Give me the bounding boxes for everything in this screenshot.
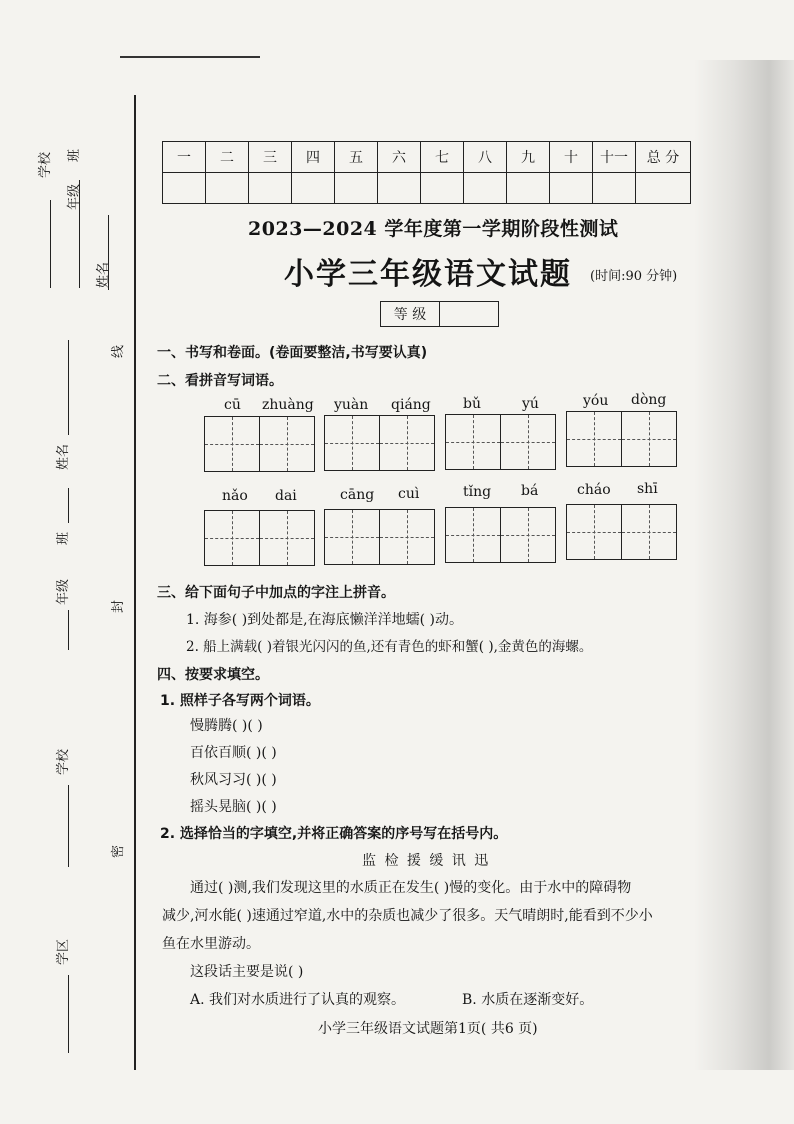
q3-heading: 三、给下面句子中加点的字注上拼音。	[157, 585, 395, 601]
margin-school-label-2: 学校	[56, 748, 71, 775]
pinyin-label: bǔ	[463, 396, 481, 412]
pinyin-label: cū	[224, 397, 241, 413]
exam-time: (时间:90 分钟)	[590, 269, 678, 284]
char-grid	[204, 416, 315, 472]
grade-label: 等 级	[381, 302, 440, 327]
top-rule	[120, 56, 260, 58]
q4-heading: 四、按要求填空。	[157, 667, 269, 683]
score-header: 十	[550, 142, 593, 173]
pinyin-label: cuì	[398, 486, 420, 502]
class-line-2	[68, 488, 69, 523]
score-header: 七	[421, 142, 464, 173]
margin-name-label-2: 姓名	[56, 443, 71, 470]
q2-heading: 二、看拼音写词语。	[157, 373, 283, 389]
option-a: A. 我们对水质进行了认真的观察。	[190, 992, 406, 1008]
writing-cell[interactable]	[204, 510, 260, 566]
school-line-2	[68, 785, 69, 867]
pinyin-label: cāng	[340, 487, 375, 503]
binding-line	[134, 95, 136, 1070]
q3-line2: 2. 船上满载( )着银光闪闪的鱼,还有青色的虾和蟹( ),金黄色的海螺。	[186, 639, 593, 655]
seal-line-char: 线	[111, 344, 127, 359]
score-header: 六	[378, 142, 421, 173]
pinyin-label: dòng	[631, 392, 667, 408]
margin-class-label-2: 班	[56, 531, 71, 545]
q3-line1: 1. 海参( )到处都是,在海底懒洋洋地蠕( )动。	[186, 612, 464, 628]
score-header: 四	[292, 142, 335, 173]
word-pattern-item: 百依百顺( )( )	[190, 745, 277, 761]
scan-shadow	[694, 60, 794, 1070]
page-footer: 小学三年级语文试题第1页( 共6 页)	[318, 1021, 538, 1037]
score-header-row	[163, 142, 691, 173]
score-header-total: 总 分	[636, 142, 691, 173]
grade-line-2	[68, 610, 69, 650]
pinyin-label: zhuàng	[262, 397, 314, 413]
summary-question: 这段话主要是说( )	[190, 964, 304, 980]
grade-field[interactable]	[440, 302, 499, 327]
writing-cell[interactable]	[379, 509, 435, 565]
pinyin-label: dai	[275, 488, 297, 504]
pinyin-label: tǐng	[463, 484, 492, 500]
writing-cell[interactable]	[324, 415, 380, 471]
score-header: 二	[206, 142, 249, 173]
writing-cell[interactable]	[566, 504, 622, 560]
pinyin-label: yuàn	[334, 397, 369, 413]
char-grid	[566, 411, 677, 467]
score-cell[interactable]	[292, 173, 335, 204]
pinyin-label: shī	[637, 481, 658, 497]
pinyin-label: bá	[521, 483, 539, 499]
exam-title: 小学三年级语文试题	[284, 257, 572, 292]
char-grid	[324, 415, 435, 471]
score-cell[interactable]	[421, 173, 464, 204]
char-grid	[324, 509, 435, 565]
seal-secret-char: 密	[111, 844, 127, 859]
writing-cell[interactable]	[621, 504, 677, 560]
q4-sub1: 1. 照样子各写两个词语。	[160, 693, 320, 709]
score-blank-row	[163, 173, 691, 204]
score-header: 一	[163, 142, 206, 173]
writing-cell[interactable]	[204, 416, 260, 472]
writing-cell[interactable]	[259, 510, 315, 566]
exam-subtitle: 2023—2024 学年度第一学期阶段性测试	[248, 218, 619, 240]
score-cell[interactable]	[378, 173, 421, 204]
choice-characters: 监 检 援 缓 讯 迅	[362, 853, 491, 869]
writing-cell[interactable]	[324, 509, 380, 565]
score-cell[interactable]	[550, 173, 593, 204]
score-cell[interactable]	[593, 173, 636, 204]
char-grid	[445, 507, 556, 563]
passage-line-2: 减少,河水能( )速通过窄道,水中的杂质也减少了很多。天气晴朗时,能看到不少小	[162, 908, 653, 924]
writing-cell[interactable]	[500, 414, 556, 470]
passage-line-3: 鱼在水里游动。	[162, 936, 260, 952]
score-cell[interactable]	[464, 173, 507, 204]
score-header: 九	[507, 142, 550, 173]
writing-cell[interactable]	[621, 411, 677, 467]
score-cell[interactable]	[249, 173, 292, 204]
score-cell-total[interactable]	[636, 173, 691, 204]
score-table	[162, 141, 691, 204]
score-header: 三	[249, 142, 292, 173]
option-b: B. 水质在逐渐变好。	[462, 992, 594, 1008]
char-grid	[566, 504, 677, 560]
pinyin-label: yú	[522, 396, 539, 412]
name-line-2	[68, 340, 69, 435]
passage-line-1: 通过( )测,我们发现这里的水质正在发生( )慢的变化。由于水中的障碍物	[190, 880, 632, 896]
margin-district-label: 学区	[56, 938, 71, 965]
word-pattern-item: 秋风习习( )( )	[190, 772, 277, 788]
school-blank-line	[50, 200, 51, 288]
word-pattern-item: 摇头晃脑( )( )	[190, 799, 277, 815]
score-cell[interactable]	[206, 173, 249, 204]
district-line	[68, 975, 69, 1053]
writing-cell[interactable]	[259, 416, 315, 472]
char-grid	[204, 510, 315, 566]
q4-sub2: 2. 选择恰当的字填空,并将正确答案的序号写在括号内。	[160, 826, 508, 842]
q1-heading: 一、书写和卷面。(卷面要整洁,书写要认真)	[157, 345, 428, 361]
pinyin-label: yóu	[583, 393, 609, 409]
pinyin-label: qiáng	[391, 397, 431, 413]
margin-class-label: 班	[67, 148, 82, 162]
writing-cell[interactable]	[445, 507, 501, 563]
char-grid	[445, 414, 556, 470]
margin-grade-label: 年级	[67, 183, 82, 210]
grade-box	[380, 301, 499, 327]
score-header: 五	[335, 142, 378, 173]
seal-seal-char: 封	[111, 599, 127, 614]
score-header: 八	[464, 142, 507, 173]
score-cell[interactable]	[335, 173, 378, 204]
word-pattern-item: 慢腾腾( )( )	[190, 718, 263, 734]
writing-cell[interactable]	[500, 507, 556, 563]
score-cell[interactable]	[163, 173, 206, 204]
writing-cell[interactable]	[566, 411, 622, 467]
margin-grade-label-2: 年级	[56, 578, 71, 605]
margin-school-label: 学校	[38, 151, 53, 178]
writing-cell[interactable]	[379, 415, 435, 471]
pinyin-label: cháo	[577, 482, 611, 498]
margin-name-label: 姓名	[96, 261, 111, 288]
pinyin-label: nǎo	[222, 488, 248, 504]
writing-cell[interactable]	[445, 414, 501, 470]
score-header: 十一	[593, 142, 636, 173]
score-cell[interactable]	[507, 173, 550, 204]
